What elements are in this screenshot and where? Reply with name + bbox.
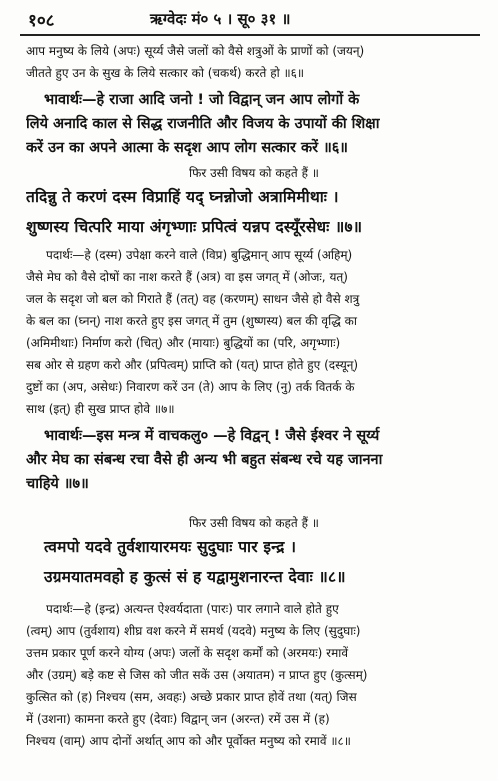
bhavarth-line: भावार्थः—इस मन्त्र में वाचकलु० —हे विद्वन् ! जैसे ईश्वर ने सूर्य्य — [44, 428, 380, 444]
mantra-line: उग्रमयातमवहो ह कुत्सं सं ह यद्वामुशनारन्त देवाः ॥८॥ — [44, 568, 346, 586]
padarth-line: के बल का (घ्नन्) नाश करते हुए इस जगत् में तुम (शुष्णस्य) बल की वृद्धि का — [26, 314, 357, 328]
header-rule — [20, 34, 480, 36]
padarth-line: और (उग्रम्) बड़े कष्ट से जिस को जीत सकें उस (अयातम) न प्राप्त हुए (कुत्सम्) — [26, 668, 368, 682]
bhavarth-line: करें उन का अपने आत्मा के सदृश आप लोग सत्कार करें ॥६॥ — [26, 140, 348, 156]
bhavarth-line: और मेघ का संबन्ध रचा वैसे ही अन्य भी बहुत संबन्ध रचे यह जानना — [26, 452, 383, 468]
bhavarth-line: चाहिये ॥७॥ — [26, 476, 89, 492]
text-line: जीतते हुए उन के सुख के लिये सत्कार को (चकर्थ) करते हो ॥६॥ — [26, 66, 305, 80]
padarth-line: उत्तम प्रकार पूर्ण करने योग्य (अपः) जलों के सदृश कर्मों को (अरमयः) रमावें — [26, 646, 349, 660]
padarth-line: (त्वम्) आप (तुर्वशाय) शीघ्र वश करने में समर्थ (यदवे) मनुष्य के लिए (सुदुघाः) — [26, 624, 361, 638]
bhavarth-line: भावार्थः—हे राजा आदि जनो ! जो विद्वान् जन आप लोगों के — [44, 92, 360, 108]
mantra-line: तदिन्नु ते करणं दस्म विप्राहिं यद् घ्नन्नोजो अत्रामिमीथाः । — [26, 188, 339, 206]
padarth-line: में (उशना) कामना करते हुए (देवाः) विद्वान् जन (अरन्त) रमें उस में (ह) — [26, 712, 330, 726]
padarth-line: सब ओर से ग्रहण करो और (प्रपित्वम्) प्राप्ति को (यत्) प्राप्त होते हुए (दस्यून्) — [26, 358, 359, 372]
page-number: १०८ — [28, 11, 55, 31]
section-intro: फिर उसी विषय को कहते हैं ॥ — [189, 516, 319, 530]
padarth-line: (अमिमीथाः) निर्माण करो (चित्) और (मायाः) बुद्धियों का (परि, अगृभ्णाः) — [26, 336, 341, 350]
page-header — [22, 6, 476, 32]
mantra-line: त्वमपो यदवे तुर्वशायारमयः सुदुघाः पार इन्द्र । — [44, 538, 297, 556]
padarth-line: निश्चय (वाम्) आप दोनों अर्थात् आप को और पूर्वोक्त मनुष्य को रमावें ॥८॥ — [26, 734, 351, 748]
text-line: आप मनुष्य के लिये (अपः) सूर्य्य जैसे जलों को वैसे शत्रुओं के प्राणों को (जयन्) — [26, 44, 365, 58]
padarth-line: दुष्टों का (अप, असेधः) निवारण करें उन (ते) आप के लिए (नु) तर्क वितर्क के — [26, 380, 355, 394]
padarth-line: साथ (इत्) ही सुख प्राप्त होवे ॥७॥ — [26, 402, 175, 416]
section-intro: फिर उसी विषय को कहते हैं ॥ — [189, 166, 319, 180]
running-title: ऋग्वेदः मं० ५ । सू० ३१ ॥ — [150, 10, 291, 28]
padarth-line: पदार्थः—हे (इन्द्र) अत्यन्त ऐश्वर्यदाता (पारः) पार लगाने वाले होते हुए — [46, 602, 339, 616]
padarth-line: पदार्थः—हे (दस्म) उपेक्षा करने वाले (विप्र) बुद्धिमान् आप सूर्य्य (अहिम्) — [46, 248, 353, 262]
padarth-line: जल के सदृश जो बल को गिराते हैं (तत्) वह (करणम्) साधन जैसे हो वैसे शत्रु — [26, 292, 360, 306]
padarth-line: जैसे मेघ को वैसे दोषों का नाश करते हैं (अत्र) वा इस जगत् में (ओजः, यत्) — [26, 270, 348, 284]
bhavarth-line: लिये अनादि काल से सिद्ध राजनीति और विजय के उपायों की शिक्षा — [26, 116, 380, 132]
mantra-line: शुष्णस्य चित्परि माया अंगृभ्णाः प्रपित्वं यन्नप दस्यूँरसेधः ॥७॥ — [26, 218, 363, 236]
padarth-line: कुत्सित को (ह) निश्चय (सम, अवहः) अच्छे प्रकार प्राप्त होवें तथा (यत्) जिस — [26, 690, 357, 704]
